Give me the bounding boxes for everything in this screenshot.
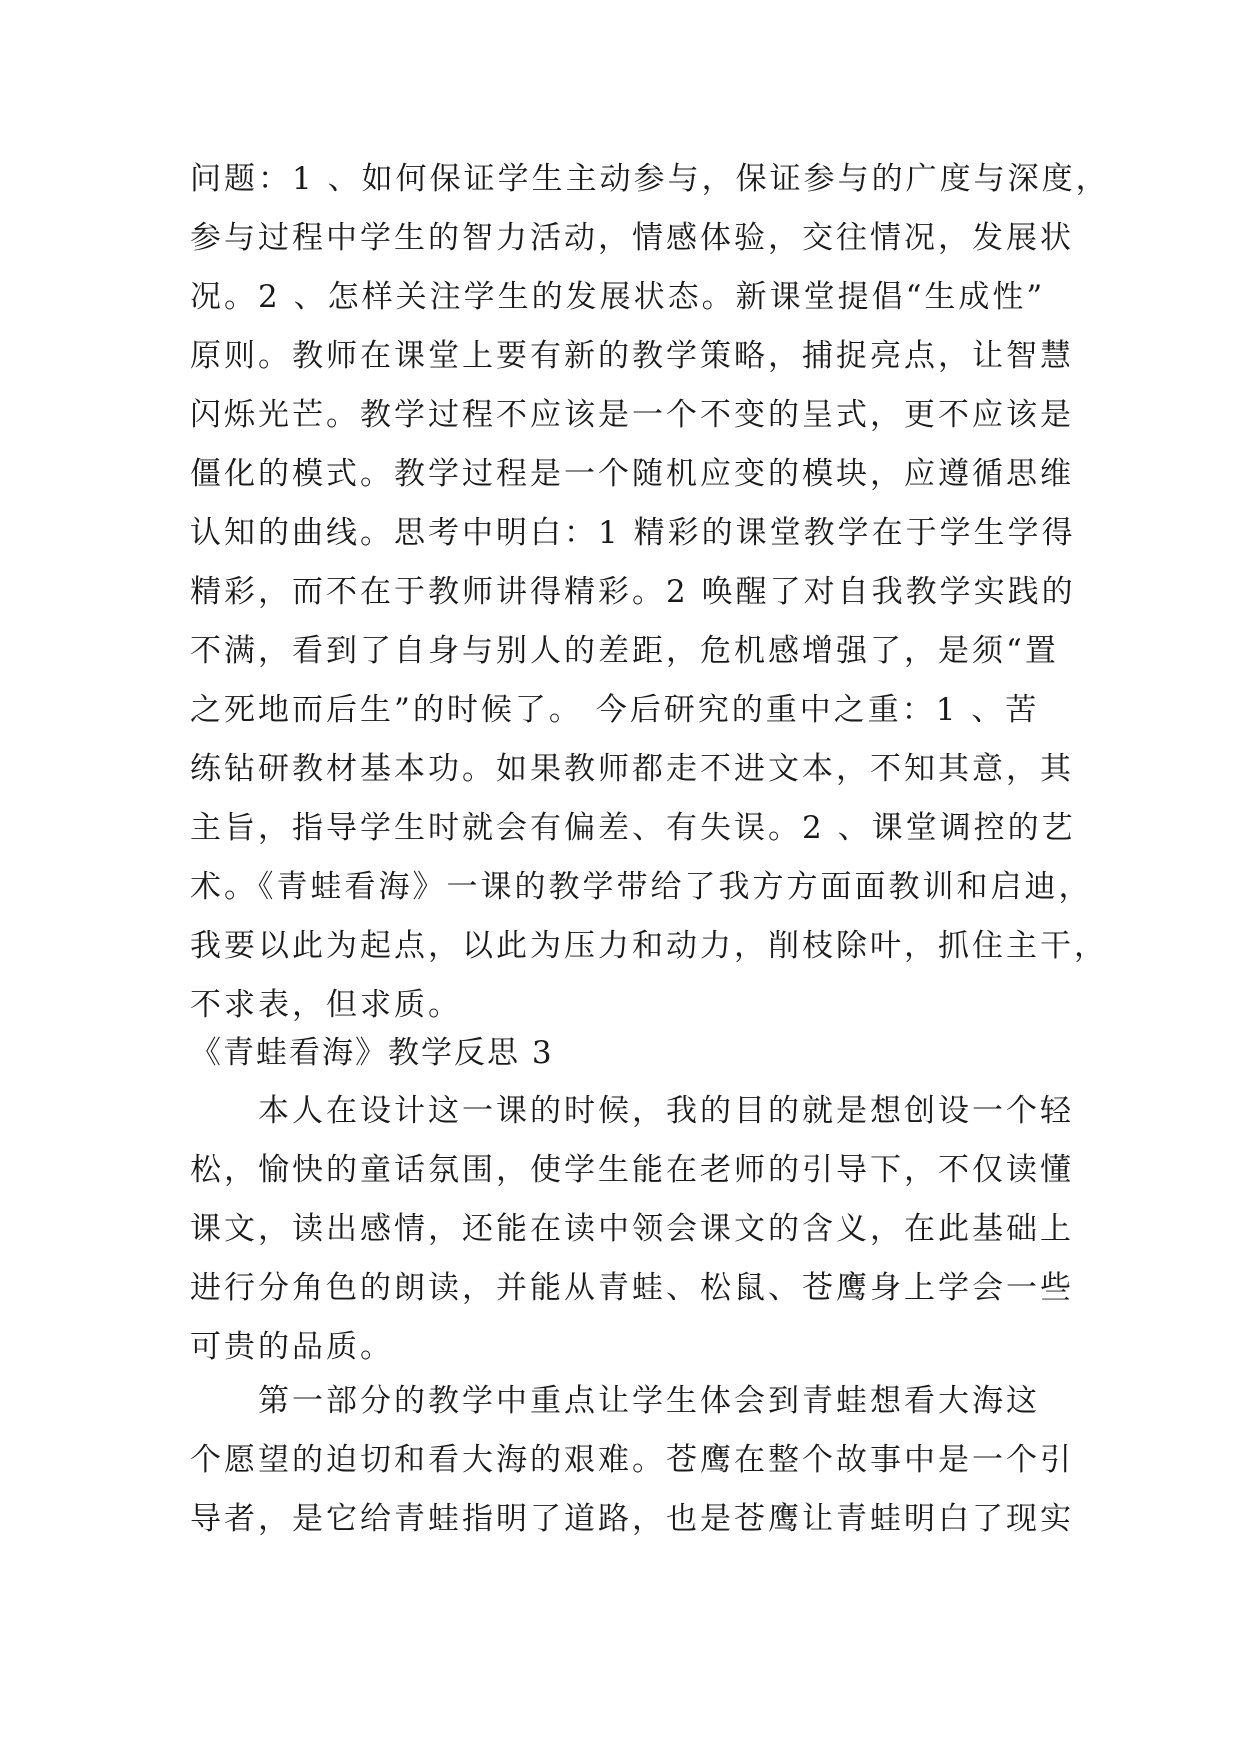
text-line: 况。2 、怎样关注学生的发展状态。新课堂提倡“生成性” [190,279,1046,315]
text-line: 可贵的品质。 [190,1329,394,1365]
text-line: 本人在设计这一课的时候，我的目的就是想创设一个轻 [190,1093,1074,1129]
paragraph-part-one [190,1372,1074,1549]
text-line: 导者，是它给青蛙指明了道路，也是苍鹰让青蛙明白了现实 [190,1501,1074,1537]
text-line: 精彩，而不在于教师讲得精彩。2 唤醒了对自我教学实践的 [190,574,1076,610]
text-line: 术。《青蛙看海》一课的教学带给了我方方面面教训和启迪， [190,869,1093,905]
paragraph-design-intent [190,1082,1074,1377]
text-line: 之死地而后生”的时候了。 今后研究的重中之重：1 、苦 [190,692,1040,728]
text-line: 僵化的模式。教学过程是一个随机应变的模块，应遵循思维 [190,456,1074,492]
text-line: 主旨，指导学生时就会有偏差、有失误。2 、课堂调控的艺 [190,810,1076,846]
text-line: 松，愉快的童话氛围，使学生能在老师的引导下，不仅读懂 [190,1152,1074,1188]
text-line: 进行分角色的朗读，并能从青蛙、松鼠、苍鹰身上学会一些 [190,1270,1074,1306]
text-line: 课文，读出感情，还能在读中领会课文的含义，在此基础上 [190,1211,1074,1247]
text-line: 不满，看到了自身与别人的差距，危机感增强了，是须“置 [190,633,1059,669]
text-line: 不求表，但求质。 [190,987,462,1023]
text-line: 练钻研教材基本功。如果教师都走不进文本，不知其意，其 [190,751,1074,787]
text-line: 第一部分的教学中重点让学生体会到青蛙想看大海这 [190,1383,1040,1419]
text-line: 认知的曲线。思考中明白：1 精彩的课堂教学在于学生学得 [190,515,1076,551]
text-line: 原则。教师在课堂上要有新的教学策略，捕捉亮点，让智慧 [190,338,1074,374]
text-line: 闪烁光芒。教学过程不应该是一个不变的呈式，更不应该是 [190,397,1074,433]
section-heading: 《青蛙看海》教学反思 3 [190,1035,554,1071]
text-line: 我要以此为起点，以此为压力和动力，削枝除叶，抓住主干， [190,928,1108,964]
text-line: 问题：1 、如何保证学生主动参与，保证参与的广度与深度， [190,161,1110,197]
paragraph-reflection-questions [190,150,1110,1035]
text-line: 个愿望的迫切和看大海的艰难。苍鹰在整个故事中是一个引 [190,1442,1074,1478]
text-line: 参与过程中学生的智力活动，情感体验，交往情况，发展状 [190,220,1074,256]
